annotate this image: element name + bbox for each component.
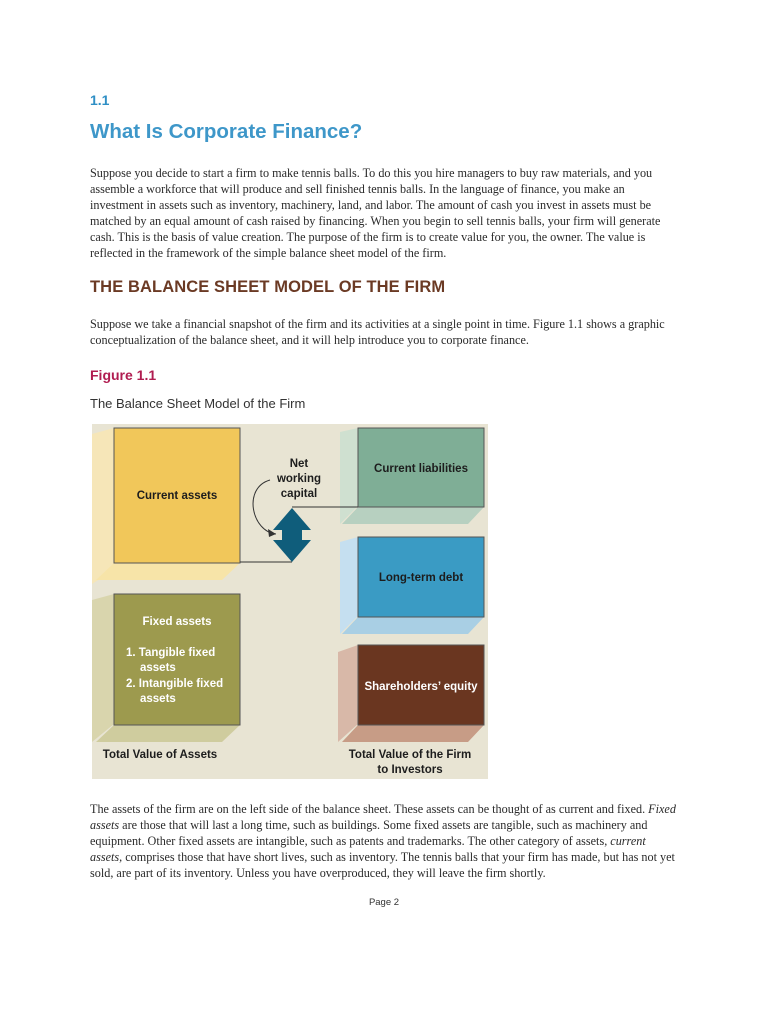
current-liabilities-side — [340, 428, 358, 524]
total-firm-label-line-2: to Investors — [377, 764, 443, 776]
equity-side — [338, 645, 358, 742]
long-term-debt-side — [340, 537, 358, 634]
fixed-assets-item-1-cont: assets — [140, 662, 176, 674]
figure-caption: The Balance Sheet Model of the Firm — [90, 396, 306, 411]
fixed-assets-side — [92, 594, 114, 742]
net-working-capital-arrow-icon — [273, 508, 311, 562]
nwc-pointer-curve — [253, 480, 276, 534]
page-number: Page 2 — [368, 897, 400, 908]
current-liabilities-bottom — [342, 507, 484, 524]
fixed-assets-term: Fixed assets — [90, 802, 676, 832]
current-assets-label: Current assets — [136, 490, 218, 502]
shareholders-equity-label: Shareholders’ equity — [364, 681, 478, 693]
current-assets-bottom — [96, 563, 240, 580]
fixed-assets-item-2: 2. Intangible fixed — [126, 678, 224, 690]
equity-bottom — [342, 725, 484, 742]
intro-paragraph: Suppose you decide to start a firm to make tennis balls. To do this you hire managers to buy raw materials, and you assemble a workforce that will produce and sell finished tennis balls. In the language of finance, you make an investment in assets such as inventory, machinery, land, and labor. The amount of cash you invest in assets must be matched by an equal amount of cash raised by financing. When you begin to sell tennis balls, your firm will generate cash. This is the basis of value creation. The purpose of the firm is to create value for you, the owner. The value is reflected in the framework of the simple balance sheet model of the firm. — [90, 166, 661, 260]
current-assets-side — [92, 428, 114, 584]
figure-label: Figure 1.1 — [90, 367, 157, 383]
total-firm-label-line-1: Total Value of the Firm — [348, 749, 472, 761]
assets-paragraph-part-1: The assets of the firm are on the left side of the balance sheet. These assets can be thought of as current and fixed. — [90, 802, 649, 816]
assets-paragraph-part-3: comprises those that have short lives, such as inventory. The tennis balls that your firm has made, but has not yet sold, are part of its inventory. Unless you have overproduced, they will leave the firm shortly. — [90, 850, 675, 880]
nwc-pointer-arrowhead — [268, 529, 276, 537]
current-assets-term: current assets, — [90, 834, 646, 864]
fixed-assets-item-1: 1. Tangible fixed — [126, 647, 216, 659]
balance-sheet-diagram — [92, 424, 488, 779]
nwc-label-line-2: working — [276, 473, 322, 485]
fixed-assets-item-2-cont: assets — [140, 693, 176, 705]
assets-paragraph — [90, 801, 680, 881]
fixed-assets-bottom — [96, 725, 240, 742]
assets-paragraph-part-2: are those that will last a long time, such as buildings. Some fixed assets are tangible, such as machinery and equipment. Other fixed assets are intangible, such as patents and trademarks. The other category of assets, — [90, 818, 648, 848]
fixed-assets-title: Fixed assets — [142, 616, 212, 628]
long-term-debt-bottom — [342, 617, 484, 634]
nwc-label-line-3: capital — [280, 488, 318, 500]
page-title: What Is Corporate Finance? — [90, 120, 363, 143]
total-assets-label: Total Value of Assets — [102, 749, 218, 761]
section-subheading: THE BALANCE SHEET MODEL OF THE FIRM — [90, 278, 446, 296]
current-liabilities-label: Current liabilities — [374, 463, 468, 475]
long-term-debt-label: Long-term debt — [378, 572, 464, 584]
balance-sheet-figure — [92, 424, 488, 779]
fixed-assets-box — [114, 594, 240, 725]
section-number: 1.1 — [90, 92, 110, 108]
nwc-label-line-1: Net — [289, 458, 309, 470]
snapshot-paragraph: Suppose we take a financial snapshot of the firm and its activities at a single point in time. Figure 1.1 shows a graphic conceptualization of the balance sheet, and it will help introduce you to corporate finance. — [90, 317, 665, 347]
